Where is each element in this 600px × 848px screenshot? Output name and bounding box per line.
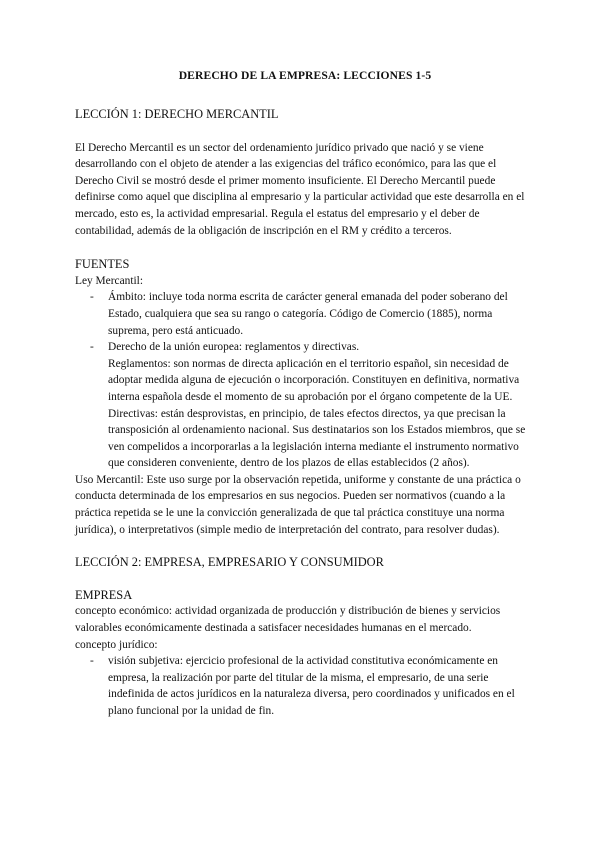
document-title: DERECHO DE LA EMPRESA: LECCIONES 1-5 [178,69,432,82]
uso-mercantil-paragraph: Uso Mercantil: Este uso surge por la observación repetida, uniforme y constante de una práctica o conducta determinada de los empresarios en sus negocios. Pueden ser normativos (cuando a la práctica repetida se le une la convicción generalizada de que tal práctica constituye una norma jurídica), o interpretativos (simple medio de interpretación del contrato, para resolver dudas). [75,473,521,536]
ley-mercantil-label: Ley Mercantil: [75,274,143,287]
ley-mercantil-list [75,289,535,472]
directivas-paragraph: Directivas: están desprovistas, en principio, de tales efectos directos, ya que precisan la transposición al ordenamiento nacional. Sus destinatarios son los Estados miembros, que se ven compelidos a incorporarlas a la legislación interna mediante el instrumento normativo que consideren conveniente, dentro de los plazos de ellas establecidos (2 años). [108,407,526,470]
dash-bullet: - [90,655,94,668]
dash-bullet: - [90,341,94,354]
concepto-juridico-label: concepto jurídico: [75,638,158,651]
lesson-1-intro-paragraph: El Derecho Mercantil es un sector del ordenamiento jurídico privado que nació y se viene desarrollando con el objeto de atender a las exigencias del tráfico económico, para las que el Derecho Civil se mostró desde el primer momento insuficiente. El Derecho Mercantil puede definirse como aquel que disciplina al empresario y la particular actividad que este desarrolla en el mercado, esto es, la actividad empresarial. Regula el estatus del empresario y el deber de contabilidad, además de la obligación de inscripción en el RM y crédito a terceros. [75,141,525,237]
vision-subjetiva-text: visión subjetiva: ejercicio profesional de la actividad constitutiva económicamente en empresa, la realización por parte del titular de la misma, el empresario, de una serie indefinida de actos jurídicos en la naturaleza diversa, pero coordinados y unificados en el plano funcional por la unidad de fin. [108,655,515,717]
ambito-text: Ámbito: incluye toda norma escrita de carácter general emanada del poder soberano del Estado, cualquiera que sea su rango o categoría. Código de Comercio (1885), norma suprema, pero está anticuado. [108,291,508,337]
derecho-ue-text: Derecho de la unión europea: reglamentos y directivas. [108,341,360,354]
list-item [75,289,535,339]
dash-bullet: - [90,291,94,304]
lesson-2-heading: LECCIÓN 2: EMPRESA, EMPRESARIO Y CONSUMIDOR [75,555,384,570]
document-page [75,68,535,720]
fuentes-heading: FUENTES [75,257,130,272]
reglamentos-paragraph: Reglamentos: son normas de directa aplicación en el territorio español, sin necesidad de adoptar medida alguna de ejecución o incorporación. Constituyen en definitiva, normativa interna española desde el momento de su aprobación por el órgano competente de la UE. [108,357,520,403]
concepto-juridico-list [75,653,535,719]
empresa-heading: EMPRESA [75,587,133,602]
lesson-1-heading: LECCIÓN 1: DERECHO MERCANTIL [75,107,279,121]
list-item [75,653,535,719]
concepto-economico-paragraph: concepto económico: actividad organizada de producción y distribución de bienes y servicios valorables económicamente destinada a satisfacer necesidades humanas en el mercado. [75,605,501,635]
list-item [75,339,535,472]
